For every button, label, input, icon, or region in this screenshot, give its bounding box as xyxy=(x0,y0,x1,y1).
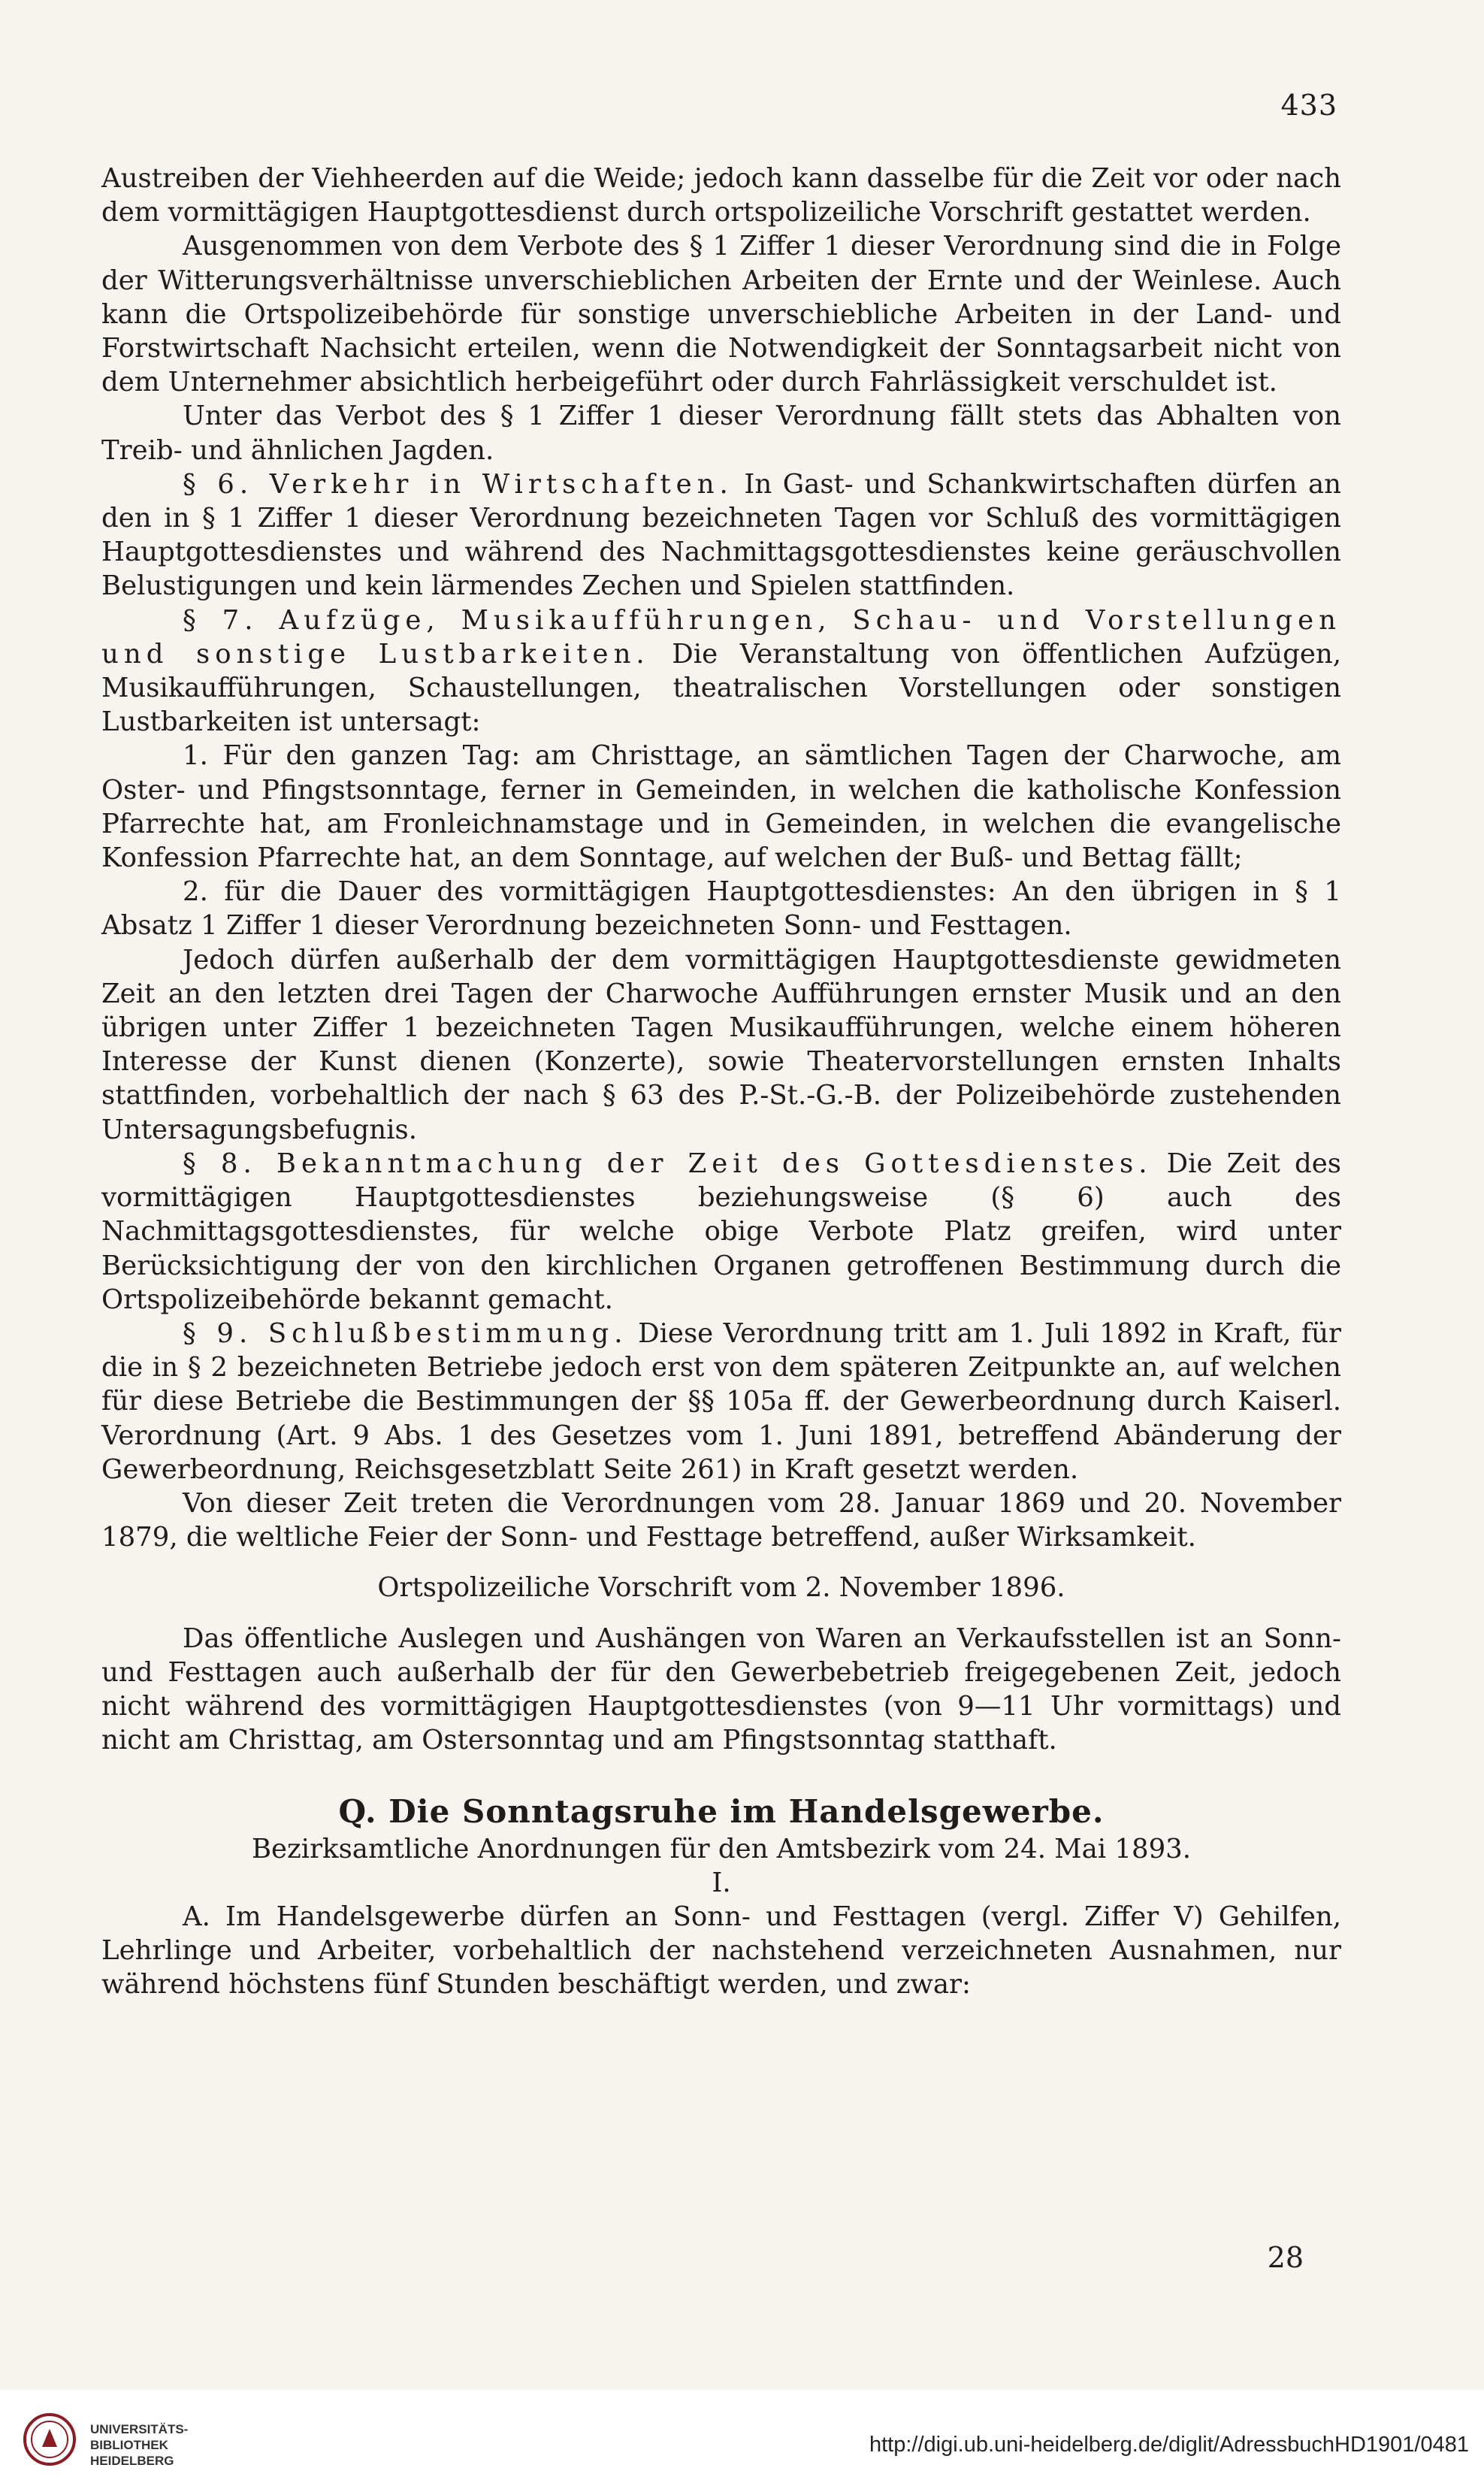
section-6-text: In Gast- und Schankwirtschaften dürfen an den in § 1 Ziffer 1 dieser Verordnung bezeichneten Tagen vor Schluß des vormittägigen Hauptgottesdienstes und während des Nachmittagsgottesdienstes keine geräuschvollen Belustigungen und kein lärmendes Zechen und Spielen stattfinden. xyxy=(101,468,1341,602)
logo-line-1: UNIVERSITÄTS- xyxy=(90,2422,189,2436)
paragraph-section-8 xyxy=(101,1147,1341,1317)
page-number-bottom: 28 xyxy=(1267,2241,1304,2274)
paragraph-2: Ausgenommen von dem Verbote des § 1 Ziffer 1 dieser Verordnung sind die in Folge der Witterungsverhältnisse unverschieblichen Arbeiten der Ernte und der Weinlese. Auch kann die Ortspolizeibehörde für sonstige unverschiebliche Arbeiten in der Land- und Forstwirtschaft Nachsicht erteilen, wenn die Notwendigkeit der Sonntagsarbeit nicht von dem Unternehmer absichtlich herbeigeführt oder durch Fahrlässigkeit verschuldet ist. xyxy=(101,231,1341,398)
paragraph-1: Austreiben der Viehheerden auf die Weide; jedoch kann dasselbe für die Zeit vor oder nach dem vormittägigen Hauptgottesdienst durch ortspolizeiliche Vorschrift gestattet werden. xyxy=(101,163,1341,228)
paragraph-jedoch: Jedoch dürfen außerhalb der dem vormittägigen Hauptgottesdienste gewidmeten Zeit an den letzten drei Tagen der Charwoche Aufführungen ernster Musik und an den übrigen unter Ziffer 1 bezeichneten Tagen Musikaufführungen, welche einem höheren Interesse der Kunst dienen (Konzerte), sowie Theatervorstellungen ernsten Inhalts stattfinden, vorbehaltlich der nach § 63 des P.-St.-G.-B. der Polizeibehörde zustehenden Untersagungsbefugnis. xyxy=(101,944,1341,1145)
section-9-heading: § 9. Schlußbestimmung. xyxy=(183,1317,628,1349)
paragraph-handelsgewerbe: A. Im Handelsgewerbe dürfen an Sonn- und Festtagen (vergl. Ziffer V) Gehilfen, Lehrlinge und Arbeiter, vorbehaltlich der nachstehend verzeichneten Ausnahmen, nur während höchstens fünf Stunden beschäftigt werden, und zwar: xyxy=(101,1901,1341,2001)
roman-numeral: I. xyxy=(712,1867,731,1898)
logo-line-3: HEIDELBERG xyxy=(90,2454,174,2468)
paragraph-section-9 xyxy=(101,1317,1341,1486)
section-8-heading: § 8. Bekanntmachung der Zeit des Gottesdienstes. xyxy=(183,1148,1153,1179)
paragraph-item-1: 1. Für den ganzen Tag: am Christtage, an sämtlichen Tagen der Charwoche, am Oster- und Pfingstsonntage, ferner in Gemeinden, in welchen die katholische Konfession Pfarrechte hat, am Fronleichnamstage und in Gemeinden, in welchen die evangelische Konfession Pfarrechte hat, an dem Sonntage, auf welchen der Buß- und Bettag fällt; xyxy=(101,740,1341,874)
paragraph-auslegen: Das öffentliche Auslegen und Aushängen von Waren an Verkaufsstellen ist an Sonn- und Festtagen auch außerhalb der für den Gewerbebetrieb freigegebenen Zeit, jedoch nicht während des vormittägigen Hauptgottesdienstes (von 9—11 Uhr vormittags) und nicht am Christtag, am Ostersonntag und am Pfingstsonntag statthaft. xyxy=(101,1623,1341,1756)
section-7-text: Die Veranstaltung von öffentlichen Aufzügen, Musikaufführungen, Schaustellungen, theatralischen Vorstellungen oder sonstigen Lustbarkeiten ist untersagt: xyxy=(101,638,1341,738)
spacer xyxy=(101,1554,1341,1571)
paragraph-item-2: 2. für die Dauer des vormittägigen Hauptgottesdienstes: An den übrigen in § 1 Absatz 1 Ziffer 1 dieser Verordnung bezeichneten Sonn- und Festtagen. xyxy=(101,876,1341,942)
paragraph-3: Unter das Verbot des § 1 Ziffer 1 dieser Verordnung fällt stets das Abhalten von Treib- und ähnlichen Jagden. xyxy=(101,401,1341,466)
paragraph-section-7 xyxy=(101,603,1341,739)
section-8-text: Die Zeit des vormittägigen Hauptgottesdienstes beziehungsweise (§ 6) auch des Nachmittagsgottesdienstes, für welche obige Verbote Platz greifen, wird unter Berücksichtigung der von den kirchlichen Organen getroffenen Bestimmung durch die Ortspolizeibehörde bekannt gemacht. xyxy=(101,1148,1341,1315)
university-seal-icon xyxy=(23,2412,77,2466)
spacer xyxy=(101,1605,1341,1622)
section-q-title: Q. Die Sonntagsruhe im Handelsgewerbe. xyxy=(338,1793,1105,1831)
body-text xyxy=(101,162,1341,2002)
logo-line-2: BIBLIOTHEK xyxy=(90,2438,168,2452)
page-number-top: 433 xyxy=(1280,89,1337,122)
source-url-link[interactable]: http://digi.ub.uni-heidelberg.de/diglit/AdressbuchHD1901/0481 xyxy=(869,2433,1469,2457)
section-7-heading: § 7. Aufzüge, Musikaufführungen, Schau- und Vorstellungen und sonstige Lustbarkeiten. xyxy=(101,604,1341,670)
paragraph-von-dieser-zeit: Von dieser Zeit treten die Verordnungen vom 28. Januar 1869 und 20. November 1879, die weltliche Feier der Sonn- und Festtage betreffend, außer Wirksamkeit. xyxy=(101,1487,1341,1553)
bezirksamtliche-title: Bezirksamtliche Anordnungen für den Amtsbezirk vom 24. Mai 1893. xyxy=(251,1833,1192,1864)
section-6-heading: § 6. Verkehr in Wirtschaften. xyxy=(183,468,733,500)
library-logo-text xyxy=(90,2421,188,2469)
section-9-text: Diese Verordnung tritt am 1. Juli 1892 in Kraft, für die in § 2 bezeichneten Betriebe jedoch erst von dem späteren Zeitpunkte an, auf welchen für diese Betriebe die Bestimmungen der §§ 105a ff. der Gewerbeordnung durch Kaiserl. Verordnung (Art. 9 Abs. 1 des Gesetzes vom 1. Juni 1891, betreffend Abänderung der Gewerbeordnung, Reichsgesetzblatt Seite 261) in Kraft gesetzt werden. xyxy=(101,1317,1341,1485)
ortspolizeiliche-title: Ortspolizeiliche Vorschrift vom 2. November 1896. xyxy=(377,1572,1065,1604)
paragraph-section-6 xyxy=(101,467,1341,603)
